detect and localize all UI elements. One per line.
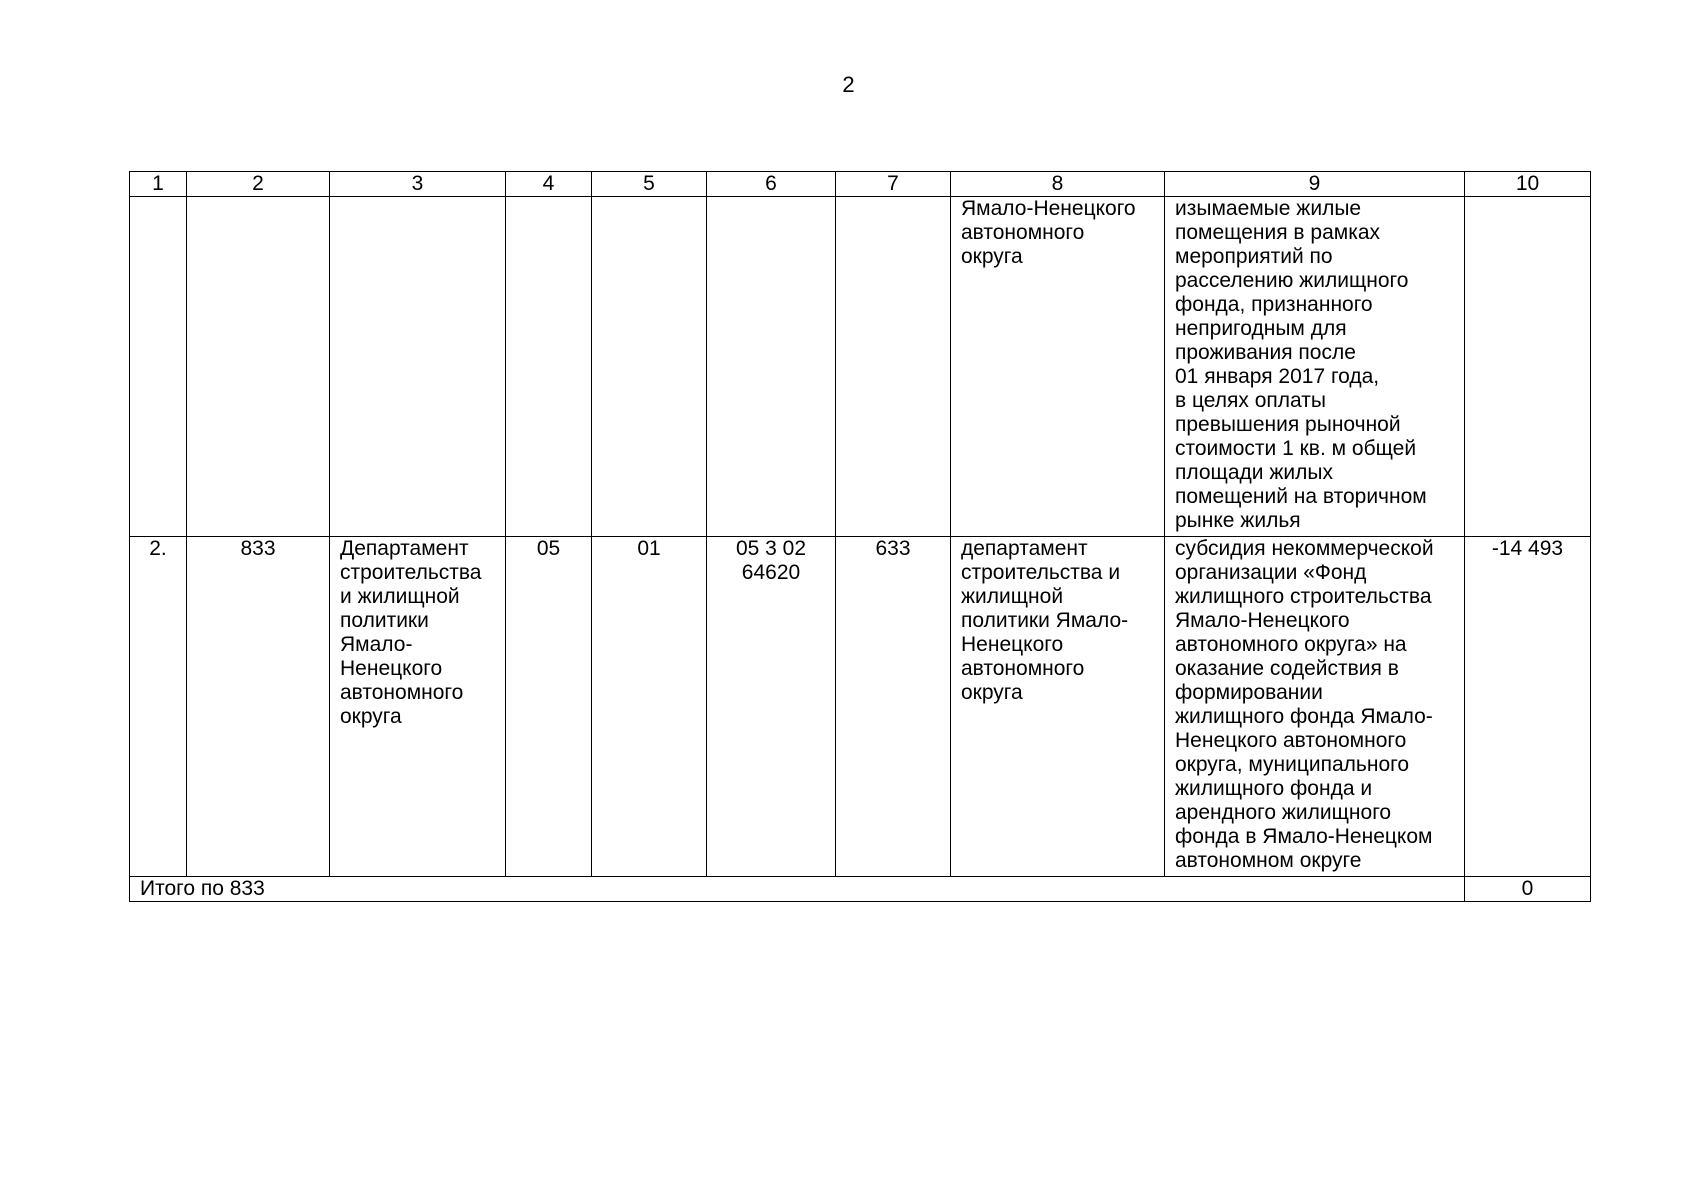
header-col-8: 8 xyxy=(951,172,1165,197)
text-line: автономного xyxy=(961,657,1085,680)
cell-expense-type: 633 xyxy=(836,537,951,877)
text-line: проживания после xyxy=(1175,341,1356,364)
text-line: округа xyxy=(961,681,1023,704)
text-line: превышения рыночной xyxy=(1175,413,1401,436)
text-line: департамент xyxy=(961,537,1088,560)
text-line: расселению жилищного xyxy=(1175,269,1409,292)
page-number: 2 xyxy=(842,72,855,97)
text-line: оказание содействия в xyxy=(1175,657,1399,680)
text-line: округа xyxy=(340,705,402,728)
cell-subsection: 01 xyxy=(592,537,707,877)
header-row xyxy=(130,172,1591,197)
text-line: субсидия некоммерческой xyxy=(1175,537,1434,560)
text-line: фонда в Ямало-Ненецком xyxy=(1175,825,1433,848)
cell-target-article xyxy=(707,537,836,877)
cell-empty xyxy=(592,197,707,537)
budget-table xyxy=(129,171,1591,902)
cell-recipient-continued xyxy=(951,197,1165,537)
text-line: Ямало-Ненецкого xyxy=(961,197,1136,220)
text-line: арендного жилищного xyxy=(1175,801,1392,824)
text-line: округа, муниципального xyxy=(1175,753,1410,776)
text-line: изымаемые жилые xyxy=(1175,197,1362,220)
text-line: 01 января 2017 года, xyxy=(1175,365,1380,388)
text-line: фонда, признанного xyxy=(1175,293,1373,316)
cell-empty xyxy=(836,197,951,537)
text-line: жилищного строительства xyxy=(1175,585,1432,608)
header-col-9: 9 xyxy=(1165,172,1465,197)
text-line: автономного округа» на xyxy=(1175,633,1407,656)
text-line: автономного xyxy=(961,221,1085,244)
text-line: рынке жилья xyxy=(1175,509,1301,532)
cell-empty xyxy=(187,197,330,537)
text-line: жилищной xyxy=(961,585,1064,608)
text-line: помещения в рамках xyxy=(1175,221,1381,244)
header-col-6: 6 xyxy=(707,172,836,197)
text-line: непригодным для xyxy=(1175,317,1347,340)
text-line: формировании xyxy=(1175,681,1323,704)
text-line: 64620 xyxy=(741,561,801,584)
header-col-2: 2 xyxy=(187,172,330,197)
text-line: автономном округе xyxy=(1175,849,1362,872)
total-label: Итого по 833 xyxy=(130,877,1465,902)
text-line: Ненецкого xyxy=(340,657,443,680)
header-col-1: 1 xyxy=(130,172,187,197)
header-col-4: 4 xyxy=(506,172,592,197)
total-value: 0 xyxy=(1465,877,1591,902)
cell-organization xyxy=(330,537,506,877)
text-line: Ненецкого xyxy=(961,633,1064,656)
cell-empty xyxy=(130,197,187,537)
text-line: политики xyxy=(340,609,429,632)
text-line: и жилищной xyxy=(340,585,460,608)
text-line: округа xyxy=(961,245,1023,268)
text-line: Ямало- xyxy=(340,633,413,656)
cell-section: 05 xyxy=(506,537,592,877)
cell-purpose xyxy=(1165,537,1465,877)
text-line: стоимости 1 кв. м общей xyxy=(1175,437,1417,460)
cell-empty xyxy=(330,197,506,537)
text-line: Ненецкого автономного xyxy=(1175,729,1407,752)
table-row-total xyxy=(130,877,1591,902)
text-line: Департамент xyxy=(340,537,469,560)
text-line: площади жилых xyxy=(1175,461,1333,484)
cell-empty xyxy=(707,197,836,537)
cell-recipient xyxy=(951,537,1165,877)
header-col-10: 10 xyxy=(1465,172,1591,197)
cell-empty xyxy=(1465,197,1591,537)
text-line: автономного xyxy=(340,681,464,704)
table-row-continuation xyxy=(130,197,1591,537)
cell-amount: -14 493 xyxy=(1465,537,1591,877)
text-line: помещений на вторичном xyxy=(1175,485,1427,508)
text-line: жилищного фонда и xyxy=(1175,777,1373,800)
text-line: жилищного фонда Ямало- xyxy=(1175,705,1433,728)
cell-row-number: 2. xyxy=(130,537,187,877)
text-line: Ямало-Ненецкого xyxy=(1175,609,1350,632)
cell-empty xyxy=(506,197,592,537)
header-col-7: 7 xyxy=(836,172,951,197)
header-col-5: 5 xyxy=(592,172,707,197)
text-line: 05 3 02 xyxy=(735,537,807,560)
cell-purpose-continued xyxy=(1165,197,1465,537)
table-row-2 xyxy=(130,537,1591,877)
text-line: в целях оплаты xyxy=(1175,389,1326,412)
text-line: организации «Фонд xyxy=(1175,561,1367,584)
text-line: строительства и xyxy=(961,561,1121,584)
text-line: мероприятий по xyxy=(1175,245,1333,268)
cell-code: 833 xyxy=(187,537,330,877)
text-line: строительства xyxy=(340,561,482,584)
text-line: политики Ямало- xyxy=(961,609,1129,632)
header-col-3: 3 xyxy=(330,172,506,197)
